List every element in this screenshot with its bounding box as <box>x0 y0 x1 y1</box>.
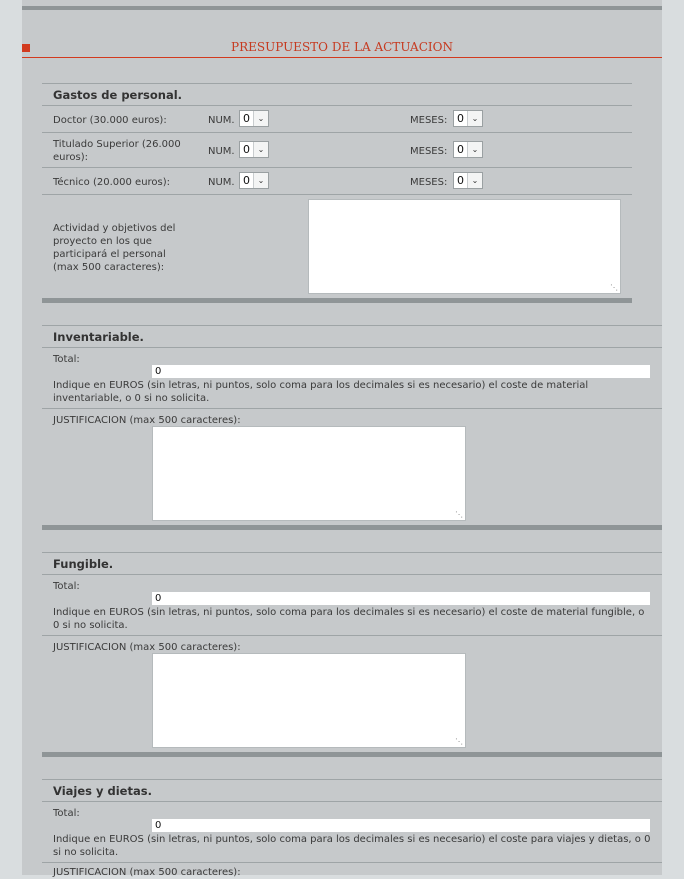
divider <box>42 552 662 553</box>
doctor-months-select[interactable] <box>453 110 483 127</box>
titulado-months-label: MESES: <box>410 146 448 157</box>
tecnico-label: Técnico (20.000 euros): <box>53 177 171 188</box>
chevron-down-icon: ⌄ <box>467 173 482 188</box>
select-value: 0 <box>457 112 464 125</box>
chevron-down-icon: ⌄ <box>467 142 482 157</box>
inventariable-justification-label: JUSTIFICACION (max 500 caracteres): <box>53 415 241 426</box>
titulado-months-select[interactable] <box>453 141 483 158</box>
select-value: 0 <box>243 112 250 125</box>
chevron-down-icon: ⌄ <box>467 111 482 126</box>
fungible-justification-label: JUSTIFICACION (max 500 caracteres): <box>53 642 241 653</box>
viajes-help: Indique en EUROS (sin letras, ni puntos, solo coma para los decimales si es necesario) el coste para viajes y dietas, o 0 si no solicita. <box>53 834 651 858</box>
viajes-total-label: Total: <box>53 808 80 819</box>
divider <box>42 83 632 84</box>
divider <box>42 635 662 636</box>
doctor-num-select[interactable] <box>239 110 269 127</box>
resize-grip-icon[interactable]: ⋱ <box>455 510 463 519</box>
divider <box>42 347 662 348</box>
section-divider <box>42 298 632 303</box>
doctor-months-label: MESES: <box>410 115 448 126</box>
chevron-down-icon: ⌄ <box>253 173 268 188</box>
select-value: 0 <box>457 174 464 187</box>
viajes-total-input[interactable]: 0 <box>152 819 650 832</box>
titulado-num-select[interactable] <box>239 141 269 158</box>
chevron-down-icon: ⌄ <box>253 111 268 126</box>
divider <box>42 105 632 106</box>
tecnico-months-label: MESES: <box>410 177 448 188</box>
resize-grip-icon[interactable]: ⋱ <box>455 737 463 746</box>
top-divider <box>22 6 662 10</box>
divider <box>42 408 662 409</box>
resize-grip-icon[interactable]: ⋱ <box>610 283 618 292</box>
inventariable-heading: Inventariable. <box>53 330 144 344</box>
form-panel <box>22 0 662 878</box>
inventariable-justification-textarea[interactable] <box>152 426 466 521</box>
personal-heading: Gastos de personal. <box>53 88 183 102</box>
select-value: 0 <box>457 143 464 156</box>
chevron-down-icon: ⌄ <box>253 142 268 157</box>
divider <box>42 779 662 780</box>
activity-label: Actividad y objetivos del proyecto en los que participará el personal (max 500 caracteres): <box>53 223 176 273</box>
title-underline <box>22 57 662 58</box>
divider <box>42 194 632 195</box>
divider <box>42 862 662 863</box>
section-divider <box>42 752 662 757</box>
activity-textarea[interactable] <box>308 199 621 294</box>
divider <box>42 167 632 168</box>
page-title: PRESUPUESTO DE LA ACTUACION <box>231 40 453 54</box>
divider <box>42 325 662 326</box>
divider <box>42 574 662 575</box>
inventariable-total-label: Total: <box>53 354 80 365</box>
viajes-justification-label: JUSTIFICACION (max 500 caracteres): <box>53 867 241 878</box>
fungible-total-input[interactable]: 0 <box>152 592 650 605</box>
inventariable-help: Indique en EUROS (sin letras, ni puntos, solo coma para los decimales si es necesario) el coste de material inventariable, o 0 si no solicita. <box>53 380 589 404</box>
divider <box>42 132 632 133</box>
titulado-label: Titulado Superior (26.000 euros): <box>53 139 181 163</box>
titulado-num-label: NUM. <box>208 146 235 157</box>
doctor-label: Doctor (30.000 euros): <box>53 115 167 126</box>
tecnico-num-label: NUM. <box>208 177 235 188</box>
select-value: 0 <box>243 174 250 187</box>
fungible-justification-textarea[interactable] <box>152 653 466 748</box>
divider <box>42 801 662 802</box>
inventariable-total-input[interactable]: 0 <box>152 365 650 378</box>
fungible-heading: Fungible. <box>53 557 114 571</box>
tecnico-months-select[interactable] <box>453 172 483 189</box>
viajes-heading: Viajes y dietas. <box>53 784 152 798</box>
select-value: 0 <box>243 143 250 156</box>
fungible-total-label: Total: <box>53 581 80 592</box>
fungible-help: Indique en EUROS (sin letras, ni puntos, solo coma para los decimales si es necesario) el coste de material fungible, o 0 si no solicita. <box>53 607 645 631</box>
section-divider <box>42 525 662 530</box>
doctor-num-label: NUM. <box>208 115 235 126</box>
tecnico-num-select[interactable] <box>239 172 269 189</box>
